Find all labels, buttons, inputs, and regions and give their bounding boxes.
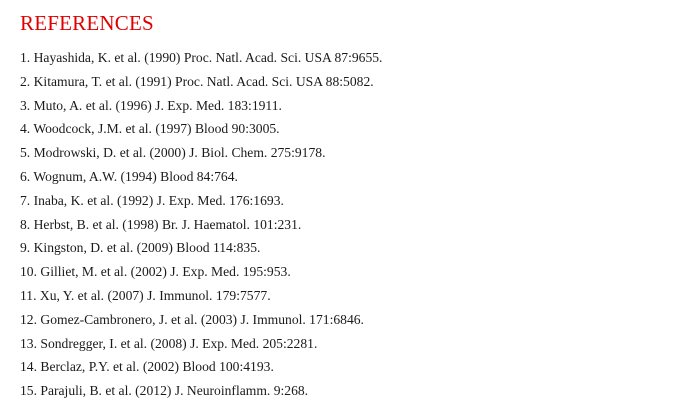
reference-item: 9. Kingston, D. et al. (2009) Blood 114:835.	[20, 240, 261, 256]
reference-item: 7. Inaba, K. et al. (1992) J. Exp. Med. 176:1693.	[20, 192, 284, 208]
reference-item: 2. Kitamura, T. et al. (1991) Proc. Natl. Acad. Sci. USA 88:5082.	[20, 73, 374, 89]
reference-item: 3. Muto, A. et al. (1996) J. Exp. Med. 183:1911.	[20, 97, 282, 113]
reference-item: 15. Parajuli, B. et al. (2012) J. Neuroinflamm. 9:268.	[20, 383, 309, 399]
reference-item: 11. Xu, Y. et al. (2007) J. Immunol. 179:7577.	[20, 287, 271, 303]
reference-item: 13. Sondregger, I. et al. (2008) J. Exp. Med. 205:2281.	[20, 335, 318, 351]
reference-item: 12. Gomez-Cambronero, J. et al. (2003) J. Immunol. 171:6846.	[20, 311, 364, 327]
references-heading: REFERENCES	[20, 11, 154, 35]
reference-item: 4. Woodcock, J.M. et al. (1997) Blood 90:3005.	[20, 121, 280, 137]
reference-item: 1. Hayashida, K. et al. (1990) Proc. Natl. Acad. Sci. USA 87:9655.	[20, 50, 383, 65]
reference-item: 5. Modrowski, D. et al. (2000) J. Biol. Chem. 275:9178.	[20, 145, 326, 161]
reference-list	[20, 46, 680, 403]
reference-item: 14. Berclaz, P.Y. et al. (2002) Blood 100:4193.	[20, 359, 274, 375]
reference-item: 8. Herbst, B. et al. (1998) Br. J. Haematol. 101:231.	[20, 216, 302, 232]
reference-item: 6. Wognum, A.W. (1994) Blood 84:764.	[20, 168, 238, 184]
reference-item: 10. Gilliet, M. et al. (2002) J. Exp. Med. 195:953.	[20, 264, 291, 280]
references-section	[20, 10, 680, 403]
